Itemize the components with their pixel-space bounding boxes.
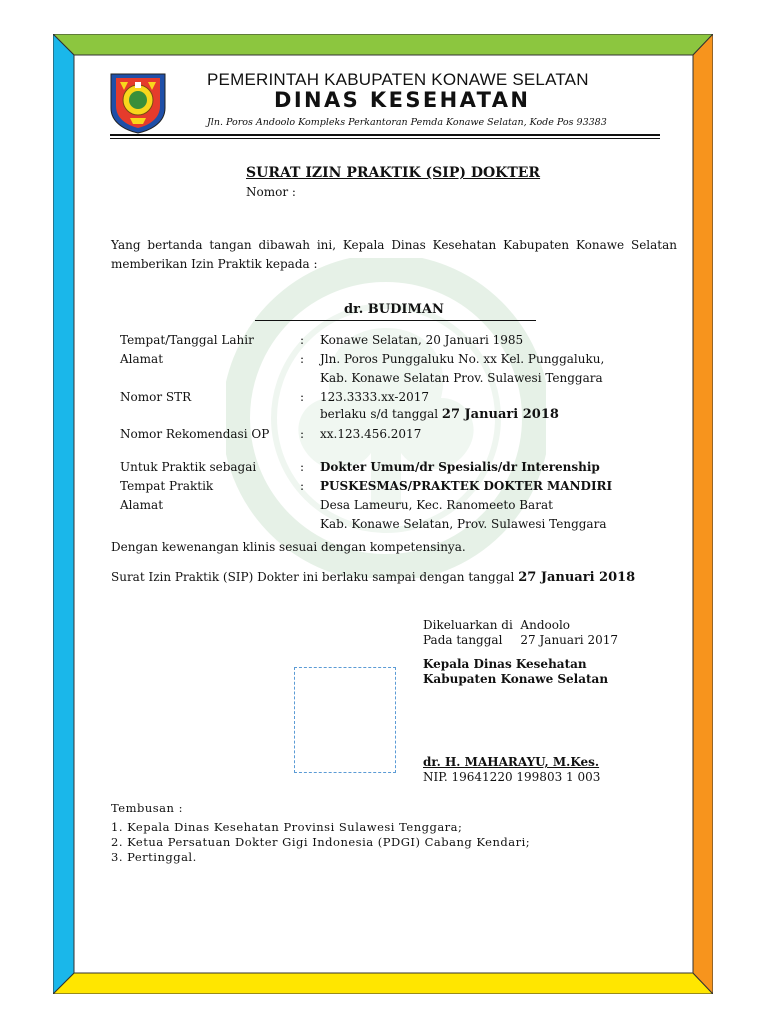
colon: : [300, 427, 305, 441]
practice-as-label: Untuk Praktik sebagai [120, 460, 257, 474]
str-validity-date: 27 Januari 2018 [441, 407, 559, 422]
str-validity-prefix: berlaku s/d tanggal [320, 407, 442, 421]
address-line2: Kab. Konawe Selatan Prov. Sulawesi Tenggara [320, 371, 603, 385]
cc-item: 2. Ketua Persatuan Dokter Gigi Indonesia (PDGI) Cabang Kendari; [111, 835, 531, 849]
str-label: Nomor STR [120, 390, 192, 404]
agency-name: DINAS KESEHATAN [274, 88, 531, 112]
issued-date-value: 27 Januari 2017 [520, 633, 618, 647]
birth-label: Tempat/Tanggal Lahir [120, 333, 254, 347]
document-number-label: Nomor : [246, 185, 296, 199]
cc-item: 1. Kepala Dinas Kesehatan Provinsi Sulawesi Tenggara; [111, 820, 463, 834]
letterhead-rule-thick [110, 134, 660, 136]
intro-paragraph: Yang bertanda tangan dibawah ini, Kepala Dinas Kesehatan Kabupaten Konawe Selatan memberikan Izin Praktik kepada : [111, 238, 677, 271]
str-value: 123.3333.xx-2017 [320, 390, 429, 404]
issued-at-value: Andoolo [520, 618, 571, 632]
colon: : [300, 390, 305, 404]
validity-prefix: Surat Izin Praktik (SIP) Dokter ini berlaku sampai dengan tanggal [111, 570, 519, 584]
signer-position-line1: Kepala Dinas Kesehatan [423, 657, 587, 671]
signer-name: dr. H. MAHARAYU, M.Kes. [423, 755, 600, 769]
colon: : [300, 460, 305, 474]
government-name: PEMERINTAH KABUPATEN KONAWE SELATAN [207, 70, 589, 89]
address-line1: Jln. Poros Punggaluku No. xx Kel. Punggaluku, [320, 352, 605, 366]
letterhead-rule-thin [110, 138, 660, 139]
signer-position-line2: Kabupaten Konawe Selatan [423, 672, 609, 686]
colon: : [300, 479, 305, 493]
kabupaten-logo [108, 68, 168, 138]
cc-item: 3. Pertinggal. [111, 850, 197, 864]
issued-date-label: Pada tanggal [423, 633, 503, 647]
practice-address-label: Alamat [120, 498, 164, 512]
practice-place-value: PUSKESMAS/PRAKTEK DOKTER MANDIRI [320, 479, 613, 493]
recommendation-label: Nomor Rekomendasi OP [120, 427, 270, 441]
issued-date-line [423, 633, 618, 647]
signer-nip: NIP. 19641220 199803 1 003 [423, 770, 601, 784]
recommendation-value: xx.123.456.2017 [320, 427, 422, 441]
kabupaten-konawe-selatan-emblem-icon [108, 68, 168, 134]
str-validity [320, 407, 559, 422]
address-label: Alamat [120, 352, 164, 366]
photo-placeholder [294, 667, 396, 773]
validity-statement [111, 570, 635, 585]
practice-as-value: Dokter Umum/dr Spesialis/dr Interenship [320, 460, 600, 474]
practice-address-line1: Desa Lameuru, Kec. Ranomeeto Barat [320, 498, 553, 512]
colon: : [300, 352, 305, 366]
colon: : [300, 333, 305, 347]
document-title: SURAT IZIN PRAKTIK (SIP) DOKTER [246, 165, 541, 181]
practice-address-line2: Kab. Konawe Selatan, Prov. Sulawesi Tenggara [320, 517, 607, 531]
clinical-authority-text: Dengan kewenangan klinis sesuai dengan kompetensinya. [111, 540, 466, 554]
validity-date: 27 Januari 2018 [518, 570, 636, 585]
birth-value: Konawe Selatan, 20 Januari 1985 [320, 333, 524, 347]
recipient-name: dr. BUDIMAN [344, 302, 444, 317]
agency-address: Jln. Poros Andoolo Kompleks Perkantoran Pemda Konawe Selatan, Kode Pos 93383 [207, 117, 607, 128]
practice-place-label: Tempat Praktik [120, 479, 214, 493]
recipient-name-underline [255, 320, 536, 321]
issued-at-label: Dikeluarkan di [423, 618, 513, 632]
cc-label: Tembusan : [111, 801, 183, 815]
issued-at-line [423, 618, 570, 632]
